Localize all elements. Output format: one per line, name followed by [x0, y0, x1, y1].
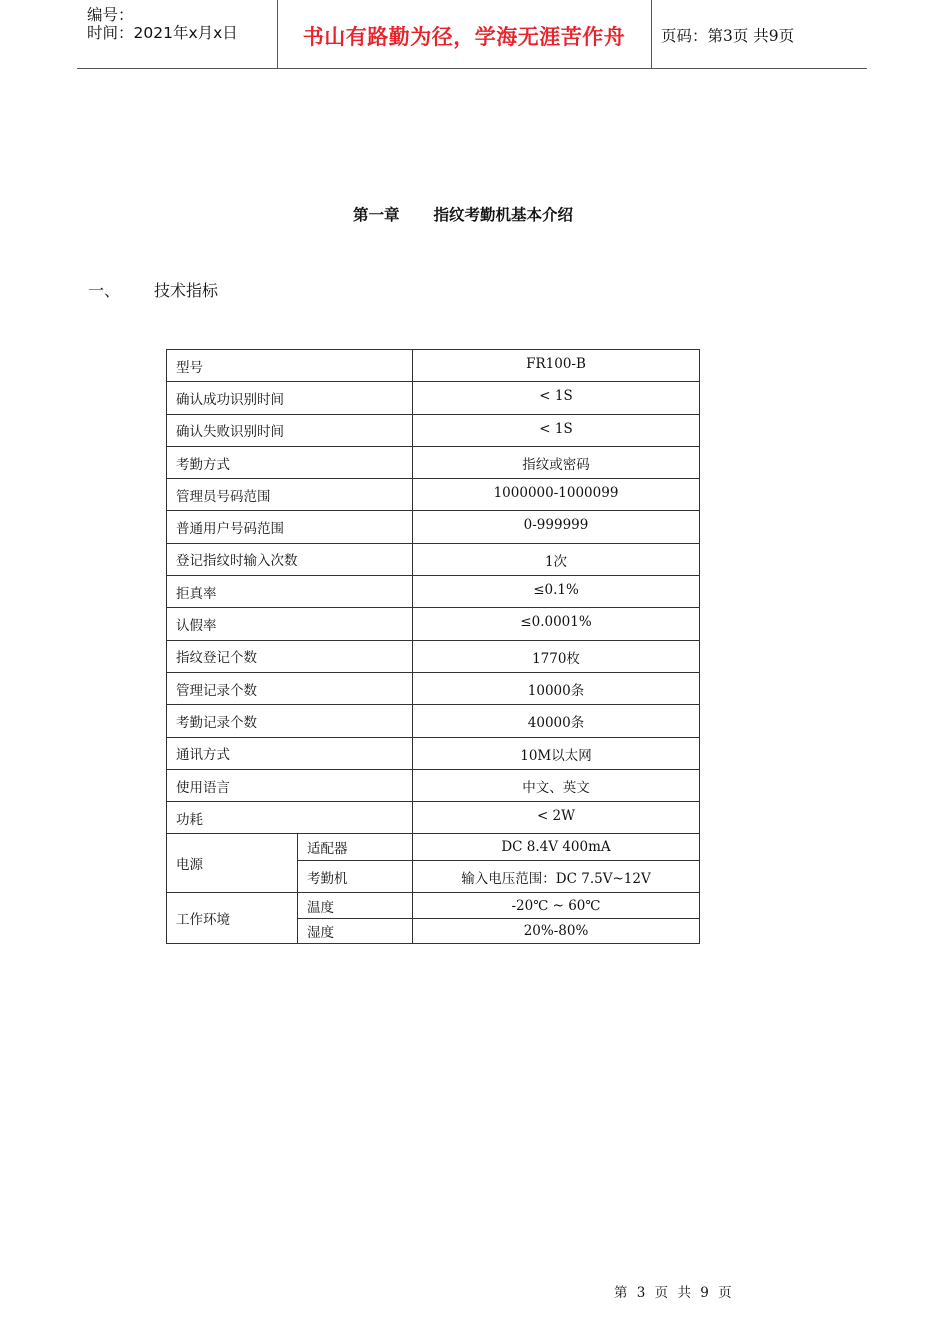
environment-label: 工作环境	[167, 893, 298, 944]
spec-label: 登记指纹时输入次数	[167, 543, 413, 575]
spec-label: 管理记录个数	[167, 672, 413, 704]
power-sub-value: 输入电压范围：DC 7.5V~12V	[413, 861, 700, 893]
table-row	[167, 511, 700, 543]
spec-label: 型号	[167, 350, 413, 382]
spec-value: 10M以太网	[413, 737, 700, 769]
spec-label: 功耗	[167, 802, 413, 834]
spec-table-body	[167, 350, 700, 944]
spec-label: 拒真率	[167, 576, 413, 608]
page-footer: 第 3 页 共 9 页	[614, 1285, 732, 1301]
environment-sub-label: 湿度	[298, 919, 413, 944]
table-row	[167, 479, 700, 511]
section-number: 一、	[88, 281, 121, 300]
spec-value: ≤0.1%	[413, 576, 700, 608]
table-row	[167, 446, 700, 478]
spec-value: FR100-B	[413, 350, 700, 382]
spec-value: 中文、英文	[413, 769, 700, 801]
table-row	[167, 893, 700, 919]
header-meta-cell	[77, 0, 278, 68]
header-page-info: 页码：第3页 共9页	[661, 27, 795, 45]
spec-label: 使用语言	[167, 769, 413, 801]
spec-value: < 1S	[413, 382, 700, 414]
chapter-title: 指纹考勤机基本介绍	[433, 205, 574, 224]
power-label: 电源	[167, 834, 298, 893]
header-slogan-cell	[277, 0, 652, 68]
spec-label: 指纹登记个数	[167, 640, 413, 672]
power-sub-label: 考勤机	[298, 861, 413, 893]
serial-label: 编号：	[87, 6, 134, 24]
spec-value: 指纹或密码	[413, 446, 700, 478]
date-label: 时间：2021年x月x日	[87, 24, 238, 42]
spec-value: < 1S	[413, 414, 700, 446]
spec-label: 确认失败识别时间	[167, 414, 413, 446]
table-row	[167, 350, 700, 382]
spec-label: 确认成功识别时间	[167, 382, 413, 414]
power-sub-value: DC 8.4V 400mA	[413, 834, 700, 861]
spec-table	[166, 349, 700, 944]
spec-value: 40000条	[413, 705, 700, 737]
table-row	[167, 737, 700, 769]
table-row	[167, 834, 700, 861]
spec-value: 1770枚	[413, 640, 700, 672]
spec-label: 管理员号码范围	[167, 479, 413, 511]
table-row	[167, 672, 700, 704]
spec-label: 考勤记录个数	[167, 705, 413, 737]
table-row	[167, 414, 700, 446]
spec-label: 考勤方式	[167, 446, 413, 478]
spec-value: 10000条	[413, 672, 700, 704]
chapter-number: 第一章	[353, 205, 400, 224]
environment-sub-value: -20℃ ~ 60℃	[413, 893, 700, 919]
table-row	[167, 382, 700, 414]
environment-sub-value: 20%-80%	[413, 919, 700, 944]
spec-value: ≤0.0001%	[413, 608, 700, 640]
table-row	[167, 802, 700, 834]
spec-value: 1次	[413, 543, 700, 575]
table-row	[167, 608, 700, 640]
spec-label: 普通用户号码范围	[167, 511, 413, 543]
spec-value: 0-999999	[413, 511, 700, 543]
table-row	[167, 705, 700, 737]
spec-label: 通讯方式	[167, 737, 413, 769]
page-header	[77, 0, 867, 69]
table-row	[167, 640, 700, 672]
chapter-heading	[353, 203, 573, 225]
slogan-text: 书山有路勤为径，学海无涯苦作舟	[302, 24, 626, 49]
header-page-cell	[652, 0, 867, 68]
spec-value: 1000000-1000099	[413, 479, 700, 511]
environment-sub-label: 温度	[298, 893, 413, 919]
spec-value: < 2W	[413, 802, 700, 834]
section-title: 技术指标	[154, 281, 219, 300]
section-heading	[88, 278, 218, 301]
table-row	[167, 543, 700, 575]
power-sub-label: 适配器	[298, 834, 413, 861]
table-row	[167, 769, 700, 801]
spec-label: 认假率	[167, 608, 413, 640]
table-row	[167, 576, 700, 608]
